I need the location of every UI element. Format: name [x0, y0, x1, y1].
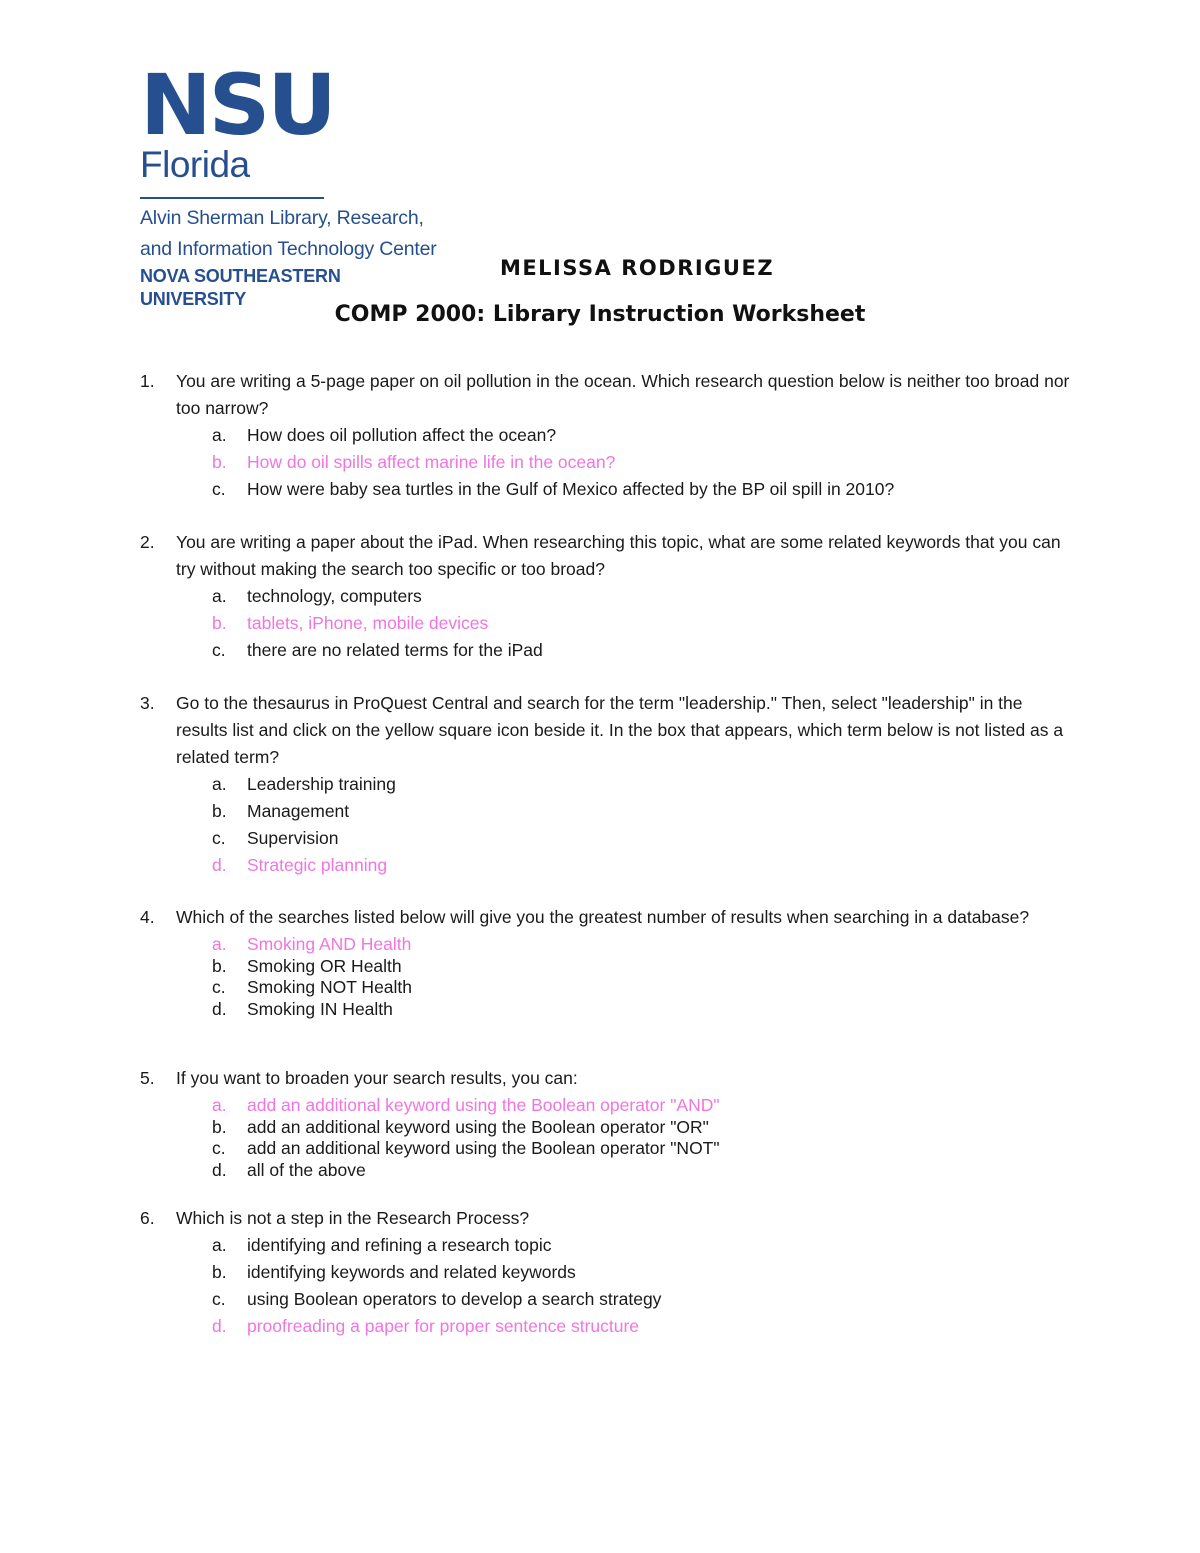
question-3 [140, 690, 1070, 879]
question-stem: Go to the thesaurus in ProQuest Central and search for the term "leadership." Then, select "leadership" in the results list and click on the yellow square icon beside it. In the box that appears, which term below is not listed as a related term? [176, 693, 1064, 767]
question-number: 2. [140, 532, 155, 552]
question-stem: Which of the searches listed below will give you the greatest number of results when searching in a database? [176, 907, 1030, 927]
question-number: 5. [140, 1068, 155, 1088]
logo-brand: NSU [140, 56, 334, 154]
option-d-answer: d. Strategic planning [212, 855, 388, 875]
option-a: a. technology, computers [212, 586, 422, 606]
page-title: COMP 2000: Library Instruction Worksheet [334, 302, 866, 327]
option-a: a. Leadership training [212, 774, 396, 794]
question-6 [140, 1205, 1070, 1340]
question-number: 1. [140, 371, 155, 391]
question-number: 3. [140, 693, 155, 713]
option-b: b. add an additional keyword using the Boolean operator "OR" [212, 1116, 709, 1137]
question-stem: You are writing a 5-page paper on oil pollution in the ocean. Which research question below is neither too broad nor too narrow? [176, 371, 1070, 418]
option-b: b. identifying keywords and related keywords [212, 1262, 576, 1282]
question-1 [140, 368, 1070, 503]
logo-university-line-2: UNIVERSITY [140, 289, 247, 309]
option-c: c. How were baby sea turtles in the Gulf of Mexico affected by the BP oil spill in 2010? [212, 479, 895, 499]
logo-divider [140, 197, 324, 199]
question-2 [140, 529, 1070, 664]
question-5 [140, 1065, 1070, 1181]
logo-state: Florida [140, 144, 250, 185]
option-b: b. Management [212, 801, 350, 821]
option-c: c. using Boolean operators to develop a search strategy [212, 1289, 662, 1309]
logo-library-line-1: Alvin Sherman Library, Research, [140, 207, 424, 229]
question-number: 4. [140, 907, 155, 927]
logo-university-line-1: NOVA SOUTHEASTERN [140, 266, 341, 286]
question-number: 6. [140, 1208, 155, 1228]
option-d-answer: d. proofreading a paper for proper sentence structure [212, 1316, 640, 1336]
option-b-answer: b. tablets, iPhone, mobile devices [212, 613, 489, 633]
question-stem: Which is not a step in the Research Process? [176, 1208, 530, 1228]
option-a: a. How does oil pollution affect the ocean? [212, 425, 557, 445]
question-4 [140, 904, 1070, 1020]
option-a-answer: a. Smoking AND Health [212, 934, 412, 954]
question-stem: You are writing a paper about the iPad. When researching this topic, what are some related keywords that you can try without making the search too specific or too broad? [176, 532, 1061, 579]
option-d: d. all of the above [212, 1159, 366, 1180]
option-c: c. Smoking NOT Health [212, 977, 413, 997]
option-b-answer: b. How do oil spills affect marine life in the ocean? [212, 452, 616, 472]
option-c: c. Supervision [212, 828, 339, 848]
option-c: c. there are no related terms for the iPad [212, 640, 543, 660]
logo-library-line-2: and Information Technology Center [140, 238, 437, 260]
question-stem: If you want to broaden your search results, you can: [176, 1068, 578, 1088]
option-c: c. add an additional keyword using the Boolean operator "NOT" [212, 1138, 720, 1158]
option-b: b. Smoking OR Health [212, 955, 402, 976]
option-d: d. Smoking IN Health [212, 998, 393, 1019]
option-a: a. identifying and refining a research topic [212, 1235, 552, 1255]
option-a-answer: a. add an additional keyword using the Boolean operator "AND" [212, 1095, 720, 1115]
author-name: MELISSA RODRIGUEZ [499, 256, 775, 280]
